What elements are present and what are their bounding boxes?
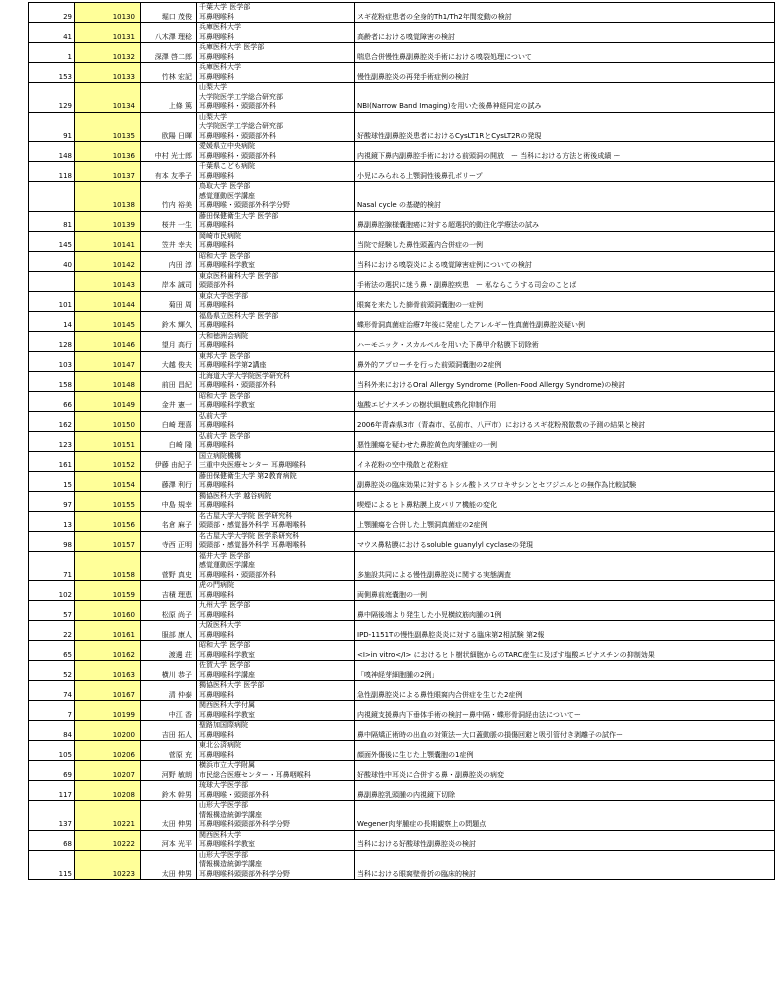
affiliation-cell[interactable]: 兵庫医科大学 耳鼻咽喉科 <box>197 63 355 83</box>
presentation-title-cell[interactable]: 鼻副鼻腔腺様嚢胞癌に対する超選択的動注化学療法の試み <box>355 211 775 231</box>
presentation-title-cell[interactable]: 当科における眼窩壁骨折の臨床的検討 <box>355 850 775 880</box>
presentation-title-cell[interactable]: イネ花粉の空中飛散と花粉症 <box>355 451 775 471</box>
author-name-cell[interactable]: 欧陽 日暉 <box>141 112 197 142</box>
abstract-id-cell[interactable]: 10136 <box>75 142 141 162</box>
table-row <box>29 83 775 113</box>
abstract-id-cell[interactable]: 10160 <box>75 601 141 621</box>
presentation-title-cell[interactable]: 好酸球性中耳炎に合併する鼻・副鼻腔炎の病変 <box>355 761 775 781</box>
abstract-id-cell[interactable]: 10150 <box>75 411 141 431</box>
author-name-cell[interactable]: 藤澤 利行 <box>141 471 197 491</box>
sequence-number-cell[interactable]: 145 <box>29 231 75 251</box>
table-row <box>29 351 775 371</box>
table-row <box>29 331 775 351</box>
affiliation-cell[interactable]: 福島県立医科大学 医学部 耳鼻咽喉科 <box>197 311 355 331</box>
affiliation-cell[interactable]: 山形大学医学部 情報構造統御学講座 耳鼻咽喉科頭頸部外科学分野 <box>197 850 355 880</box>
presentation-title-cell[interactable]: 喘息合併慢性鼻副鼻腔炎手術における嗅裂処理について <box>355 43 775 63</box>
presentation-title-cell[interactable]: 「嗅神経芽細胞腫の2例」 <box>355 661 775 681</box>
table-row <box>29 531 775 551</box>
author-name-cell[interactable]: 大越 俊夫 <box>141 351 197 371</box>
affiliation-cell[interactable]: 獨協医科大学 越谷病院 耳鼻咽喉科 <box>197 491 355 511</box>
abstract-id-cell[interactable]: 10138 <box>75 182 141 212</box>
table-row <box>29 251 775 271</box>
presentation-title-cell[interactable]: Wegener肉芽腫症の長期観察上の問題点 <box>355 801 775 831</box>
author-name-cell[interactable]: 八木澤 理稔 <box>141 23 197 43</box>
sequence-number-cell[interactable]: 137 <box>29 801 75 831</box>
sequence-number-cell[interactable]: 128 <box>29 331 75 351</box>
abstract-id-cell[interactable]: 10137 <box>75 162 141 182</box>
abstract-id-cell[interactable]: 10158 <box>75 551 141 581</box>
table-row <box>29 371 775 391</box>
presentation-title-cell[interactable]: 当科における嗅裂炎による嗅覚障害症例についての検討 <box>355 251 775 271</box>
abstract-id-cell[interactable]: 10134 <box>75 83 141 113</box>
presentation-title-cell[interactable]: 内視鏡下鼻内副鼻腔手術における前頭洞の開放 ー 当科における方法と術後成績 ー <box>355 142 775 162</box>
presentation-title-cell[interactable]: マウス鼻粘膜におけるsoluble guanylyl cyclaseの発現 <box>355 531 775 551</box>
affiliation-cell[interactable]: 山梨大学 大学院医学工学総合研究部 耳鼻咽喉科・頭頸部外科 <box>197 83 355 113</box>
author-name-cell[interactable]: 桜井 一生 <box>141 211 197 231</box>
presentation-title-cell[interactable]: 急性副鼻腔炎による鼻性眼窩内合併症を生じた2症例 <box>355 681 775 701</box>
author-name-cell[interactable]: 寺西 正明 <box>141 531 197 551</box>
author-name-cell[interactable]: 白崎 理喜 <box>141 411 197 431</box>
affiliation-cell[interactable]: 藤田保健衛生大学 第2教育病院 耳鼻咽喉科 <box>197 471 355 491</box>
abstract-id-cell[interactable]: 10142 <box>75 251 141 271</box>
author-name-cell[interactable]: 伊藤 由紀子 <box>141 451 197 471</box>
author-name-cell[interactable]: 鈴木 輝久 <box>141 311 197 331</box>
sequence-number-cell[interactable]: 15 <box>29 471 75 491</box>
author-name-cell[interactable]: 笠井 幸夫 <box>141 231 197 251</box>
sequence-number-cell[interactable]: 14 <box>29 311 75 331</box>
table-row <box>29 411 775 431</box>
table-row <box>29 581 775 601</box>
presentation-title-cell[interactable]: 当院で経験した鼻性頭蓋内合併症の一例 <box>355 231 775 251</box>
table-row <box>29 801 775 831</box>
spreadsheet-body <box>29 3 775 880</box>
table-row <box>29 701 775 721</box>
sequence-number-cell[interactable]: 13 <box>29 511 75 531</box>
author-name-cell[interactable]: 深澤 啓二郎 <box>141 43 197 63</box>
table-row <box>29 162 775 182</box>
presentation-title-cell[interactable]: 高齢者における嗅覚障害の検討 <box>355 23 775 43</box>
presentation-title-cell[interactable]: 喫煙によるヒト鼻粘膜上皮バリア機能の変化 <box>355 491 775 511</box>
presentation-title-cell[interactable]: <I>in vitro</I> におけるヒト樹状細胞からのTARC産生に及ぼす塩酸エピナスチンの抑制効果 <box>355 641 775 661</box>
affiliation-cell[interactable]: 東京医科歯科大学 医学部 頭頸部外科 <box>197 271 355 291</box>
sequence-number-cell[interactable]: 117 <box>29 781 75 801</box>
sequence-number-cell[interactable]: 68 <box>29 830 75 850</box>
sequence-number-cell[interactable]: 71 <box>29 551 75 581</box>
affiliation-cell[interactable]: 琉球大学医学部 耳鼻咽喉・頭頸部外科 <box>197 781 355 801</box>
abstract-id-cell[interactable]: 10159 <box>75 581 141 601</box>
sequence-number-cell[interactable] <box>29 182 75 212</box>
sequence-number-cell[interactable]: 65 <box>29 641 75 661</box>
affiliation-cell[interactable]: 岡崎市民病院 耳鼻咽喉科 <box>197 231 355 251</box>
affiliation-cell[interactable]: 山形大学医学部 情報構造統御学講座 耳鼻咽喉科頭頸部外科学分野 <box>197 801 355 831</box>
table-row <box>29 451 775 471</box>
abstract-id-cell[interactable]: 10163 <box>75 661 141 681</box>
affiliation-cell[interactable]: 昭和大学 医学部 耳鼻咽喉科学教室 <box>197 391 355 411</box>
presentation-title-cell[interactable]: 手術法の選択に迷う鼻・副鼻腔疾患 ー 私ならこうする司会のことば <box>355 271 775 291</box>
abstract-id-cell[interactable]: 10151 <box>75 431 141 451</box>
affiliation-cell[interactable]: 兵庫医科大学 医学部 耳鼻咽喉科 <box>197 43 355 63</box>
author-name-cell[interactable]: 服部 康人 <box>141 621 197 641</box>
affiliation-cell[interactable]: 兵庫医科大学 耳鼻咽喉科 <box>197 23 355 43</box>
presentation-title-cell[interactable]: 当科外来におけるOral Allergy Syndrome (Pollen-Food Allergy Syndrome)の検討 <box>355 371 775 391</box>
presentation-title-cell[interactable]: 蝶形骨洞真菌症治療7年後に発症したアレルギー性真菌性副鼻腔炎疑い例 <box>355 311 775 331</box>
abstract-id-cell[interactable]: 10133 <box>75 63 141 83</box>
affiliation-cell[interactable]: 北海道大学大学院医学研究科 耳鼻咽喉科・頭頸部外科 <box>197 371 355 391</box>
affiliation-cell[interactable]: 東京大学医学部 耳鼻咽喉科 <box>197 291 355 311</box>
abstract-id-cell[interactable]: 10146 <box>75 331 141 351</box>
author-name-cell[interactable]: 上條 篤 <box>141 83 197 113</box>
presentation-title-cell[interactable]: スギ花粉症患者の全身的Th1/Th2年間変動の検討 <box>355 3 775 23</box>
affiliation-cell[interactable]: 藤田保健衛生大学 医学部 耳鼻咽喉科 <box>197 211 355 231</box>
abstract-id-cell[interactable]: 10144 <box>75 291 141 311</box>
abstract-id-cell[interactable]: 10154 <box>75 471 141 491</box>
abstract-id-cell[interactable]: 10141 <box>75 231 141 251</box>
sequence-number-cell[interactable]: 98 <box>29 531 75 551</box>
abstract-id-cell[interactable]: 10156 <box>75 511 141 531</box>
affiliation-cell[interactable]: 山梨大学 大学院医学工学総合研究部 耳鼻咽喉科・頭頸部外科 <box>197 112 355 142</box>
table-row <box>29 271 775 291</box>
presentation-title-cell[interactable]: 両側鼻前庭嚢胞の一例 <box>355 581 775 601</box>
abstract-id-cell[interactable]: 10147 <box>75 351 141 371</box>
affiliation-cell[interactable]: 千葉大学 医学部 耳鼻咽喉科 <box>197 3 355 23</box>
author-name-cell[interactable]: 太田 伸男 <box>141 801 197 831</box>
presentation-title-cell[interactable]: IPD-1151Tの慢性副鼻腔炎炎に対する臨床第2相試験 第2報 <box>355 621 775 641</box>
author-name-cell[interactable]: 吉積 理恵 <box>141 581 197 601</box>
sequence-number-cell[interactable] <box>29 271 75 291</box>
author-name-cell[interactable]: 鈴木 幹男 <box>141 781 197 801</box>
sequence-number-cell[interactable]: 52 <box>29 661 75 681</box>
sequence-number-cell[interactable]: 123 <box>29 431 75 451</box>
abstract-id-cell[interactable]: 10223 <box>75 850 141 880</box>
table-row <box>29 142 775 162</box>
table-row <box>29 43 775 63</box>
sequence-number-cell[interactable]: 129 <box>29 83 75 113</box>
sequence-number-cell[interactable]: 74 <box>29 681 75 701</box>
author-name-cell[interactable]: 白崎 隆 <box>141 431 197 451</box>
author-name-cell[interactable]: 横川 恭子 <box>141 661 197 681</box>
abstract-id-cell[interactable]: 10167 <box>75 681 141 701</box>
table-row <box>29 211 775 231</box>
sequence-number-cell[interactable]: 57 <box>29 601 75 621</box>
table-row <box>29 311 775 331</box>
author-name-cell[interactable]: 中村 光士郎 <box>141 142 197 162</box>
affiliation-cell[interactable]: 弘前大学 医学部 耳鼻咽喉科 <box>197 431 355 451</box>
sequence-number-cell[interactable]: 118 <box>29 162 75 182</box>
affiliation-cell[interactable]: 関西医科大学付属 耳鼻咽喉科学教室 <box>197 701 355 721</box>
sequence-number-cell[interactable]: 161 <box>29 451 75 471</box>
table-row <box>29 741 775 761</box>
presentation-title-cell[interactable]: 2006年青森県3市（青森市、弘前市、八戸市）におけるスギ花粉飛散数の予測の結果と検討 <box>355 411 775 431</box>
affiliation-cell[interactable]: 愛媛県立中央病院 耳鼻咽喉科・頭頸部外科 <box>197 142 355 162</box>
affiliation-cell[interactable]: 弘前大学 耳鼻咽喉科 <box>197 411 355 431</box>
table-row <box>29 511 775 531</box>
sequence-number-cell[interactable]: 81 <box>29 211 75 231</box>
table-row <box>29 621 775 641</box>
sequence-number-cell[interactable]: 7 <box>29 701 75 721</box>
author-name-cell[interactable]: 堀口 茂俊 <box>141 3 197 23</box>
table-row <box>29 830 775 850</box>
table-row <box>29 431 775 451</box>
author-name-cell[interactable]: 望月 高行 <box>141 331 197 351</box>
presentation-title-cell[interactable]: 鼻中隔矯正術時の出血の対策法ー大口蓋動脈の損傷回避と吸引管付き剥離子の試作ー <box>355 721 775 741</box>
author-name-cell[interactable]: 河本 光平 <box>141 830 197 850</box>
spreadsheet-table <box>28 2 775 880</box>
presentation-title-cell[interactable]: 顔面外傷後に生じた上顎嚢胞の1症例 <box>355 741 775 761</box>
sequence-number-cell[interactable]: 97 <box>29 491 75 511</box>
author-name-cell[interactable]: 有本 友季子 <box>141 162 197 182</box>
table-row <box>29 641 775 661</box>
presentation-title-cell[interactable]: 好酸球性副鼻腔炎患者におけるCysLT1RとCysLT2Rの発現 <box>355 112 775 142</box>
table-row <box>29 3 775 23</box>
sequence-number-cell[interactable]: 91 <box>29 112 75 142</box>
sequence-number-cell[interactable]: 102 <box>29 581 75 601</box>
author-name-cell[interactable]: 金井 憲一 <box>141 391 197 411</box>
sequence-number-cell[interactable]: 153 <box>29 63 75 83</box>
affiliation-cell[interactable]: 関西医科大学 耳鼻咽喉科学教室 <box>197 830 355 850</box>
table-row <box>29 63 775 83</box>
author-name-cell[interactable]: 中江 香 <box>141 701 197 721</box>
table-row <box>29 291 775 311</box>
author-name-cell[interactable]: 清 仲泰 <box>141 681 197 701</box>
affiliation-cell[interactable]: 国立病院機構 三重中央医療センター 耳鼻咽喉科 <box>197 451 355 471</box>
table-row <box>29 850 775 880</box>
presentation-title-cell[interactable]: 鼻副鼻腔乳頭腫の内視鏡下切除 <box>355 781 775 801</box>
affiliation-cell[interactable]: 東北公済病院 耳鼻咽喉科 <box>197 741 355 761</box>
author-name-cell[interactable]: 松原 尚子 <box>141 601 197 621</box>
sequence-number-cell[interactable]: 66 <box>29 391 75 411</box>
presentation-title-cell[interactable]: 鼻外的アプローチを行った前頭洞嚢胞の2症例 <box>355 351 775 371</box>
affiliation-cell[interactable]: 大和徳洲会病院 耳鼻咽喉科 <box>197 331 355 351</box>
author-name-cell[interactable]: 名倉 麻子 <box>141 511 197 531</box>
abstract-id-cell[interactable]: 10206 <box>75 741 141 761</box>
table-row <box>29 471 775 491</box>
affiliation-cell[interactable]: 虎の門病院 耳鼻咽喉科 <box>197 581 355 601</box>
affiliation-cell[interactable]: 名古屋大学大学院 医学系研究科 頭頸部・感覚器外科学 耳鼻咽喉科 <box>197 531 355 551</box>
abstract-id-cell[interactable]: 10130 <box>75 3 141 23</box>
presentation-title-cell[interactable]: 上顎腫瘍を合併した上顎洞真菌症の2症例 <box>355 511 775 531</box>
presentation-title-cell[interactable]: NBI(Narrow Band Imaging)を用いた後鼻神経同定の試み <box>355 83 775 113</box>
sequence-number-cell[interactable]: 22 <box>29 621 75 641</box>
sequence-number-cell[interactable]: 1 <box>29 43 75 63</box>
sequence-number-cell[interactable]: 148 <box>29 142 75 162</box>
table-row <box>29 661 775 681</box>
author-name-cell[interactable]: 菅原 充 <box>141 741 197 761</box>
sequence-number-cell[interactable]: 115 <box>29 850 75 880</box>
abstract-id-cell[interactable]: 10200 <box>75 721 141 741</box>
table-row <box>29 491 775 511</box>
presentation-title-cell[interactable]: 悪性腫瘍を疑わせた鼻腔黄色肉芽腫症の一例 <box>355 431 775 451</box>
sequence-number-cell[interactable]: 103 <box>29 351 75 371</box>
sequence-number-cell[interactable]: 84 <box>29 721 75 741</box>
sequence-number-cell[interactable]: 41 <box>29 23 75 43</box>
table-row <box>29 721 775 741</box>
presentation-title-cell[interactable]: 副鼻腔炎の臨床効果に対するトシル酸トスフロキサシンとセフジニルとの無作為比較試験 <box>355 471 775 491</box>
author-name-cell[interactable]: 菅野 真史 <box>141 551 197 581</box>
abstract-id-cell[interactable]: 10145 <box>75 311 141 331</box>
author-name-cell[interactable]: 竹内 裕美 <box>141 182 197 212</box>
sequence-number-cell[interactable]: 158 <box>29 371 75 391</box>
author-name-cell[interactable]: 菊田 周 <box>141 291 197 311</box>
abstract-id-cell[interactable]: 10143 <box>75 271 141 291</box>
table-row <box>29 551 775 581</box>
author-name-cell[interactable]: 渡邊 荘 <box>141 641 197 661</box>
author-name-cell[interactable]: 河野 敏朗 <box>141 761 197 781</box>
affiliation-cell[interactable]: 大阪医科大学 耳鼻咽喉科 <box>197 621 355 641</box>
author-name-cell[interactable]: 吉田 拓人 <box>141 721 197 741</box>
sequence-number-cell[interactable]: 69 <box>29 761 75 781</box>
abstract-id-cell[interactable]: 10161 <box>75 621 141 641</box>
sequence-number-cell[interactable]: 105 <box>29 741 75 761</box>
affiliation-cell[interactable]: 千葉県こども病院 耳鼻咽喉科 <box>197 162 355 182</box>
abstract-id-cell[interactable]: 10199 <box>75 701 141 721</box>
table-row <box>29 23 775 43</box>
author-name-cell[interactable]: 竹林 宏記 <box>141 63 197 83</box>
sequence-number-cell[interactable]: 162 <box>29 411 75 431</box>
affiliation-cell[interactable]: 九州大学 医学部 耳鼻咽喉科 <box>197 601 355 621</box>
presentation-title-cell[interactable]: 当科における好酸球性副鼻腔炎の検討 <box>355 830 775 850</box>
table-row <box>29 231 775 251</box>
sequence-number-cell[interactable]: 101 <box>29 291 75 311</box>
presentation-title-cell[interactable]: 鼻中隔後端より発生した小児横紋筋肉腫の1例 <box>355 601 775 621</box>
abstract-id-cell[interactable]: 10208 <box>75 781 141 801</box>
affiliation-cell[interactable]: 聖路加国際病院 耳鼻咽喉科 <box>197 721 355 741</box>
presentation-title-cell[interactable]: ハーモニック・スカルペルを用いた下鼻甲介粘膜下切除術 <box>355 331 775 351</box>
table-row <box>29 112 775 142</box>
affiliation-cell[interactable]: 鳥取大学 医学部 感覚運動医学講座 耳鼻咽喉・頭頸部外科学分野 <box>197 182 355 212</box>
affiliation-cell[interactable]: 横浜市立大学附属 市民総合医療センター・耳鼻咽喉科 <box>197 761 355 781</box>
affiliation-cell[interactable]: 獨協医科大学 医学部 耳鼻咽喉科 <box>197 681 355 701</box>
table-row <box>29 391 775 411</box>
table-row <box>29 781 775 801</box>
author-name-cell[interactable]: 太田 伸男 <box>141 850 197 880</box>
abstract-id-cell[interactable]: 10135 <box>75 112 141 142</box>
affiliation-cell[interactable]: 東邦大学 医学部 耳鼻咽喉科学第2講座 <box>197 351 355 371</box>
affiliation-cell[interactable]: 佐賀大学 医学部 耳鼻咽喉科学講座 <box>197 661 355 681</box>
abstract-id-cell[interactable]: 10132 <box>75 43 141 63</box>
abstract-id-cell[interactable]: 10162 <box>75 641 141 661</box>
presentation-title-cell[interactable]: 眼窩を来たした篩骨前頭洞嚢胞の一症例 <box>355 291 775 311</box>
author-name-cell[interactable]: 内田 淳 <box>141 251 197 271</box>
presentation-title-cell[interactable]: Nasal cycle の基礎的検討 <box>355 182 775 212</box>
author-name-cell[interactable]: 前田 昌紀 <box>141 371 197 391</box>
abstract-id-cell[interactable]: 10221 <box>75 801 141 831</box>
abstract-id-cell[interactable]: 10155 <box>75 491 141 511</box>
affiliation-cell[interactable]: 福井大学 医学部 感覚運動医学講座 耳鼻咽喉科・頭頸部外科 <box>197 551 355 581</box>
table-row <box>29 761 775 781</box>
presentation-title-cell[interactable]: 塩酸エピナスチンの樹状細胞成熟化抑制作用 <box>355 391 775 411</box>
abstract-id-cell[interactable]: 10157 <box>75 531 141 551</box>
sequence-number-cell[interactable]: 40 <box>29 251 75 271</box>
presentation-title-cell[interactable]: 内視鏡支援鼻内下垂体手術の検討ー鼻中隔・蝶形骨洞経由法についてー <box>355 701 775 721</box>
author-name-cell[interactable]: 岸本 誠司 <box>141 271 197 291</box>
affiliation-cell[interactable]: 名古屋大学大学院 医学研究科 頭頸部・感覚器外科学 耳鼻咽喉科 <box>197 511 355 531</box>
affiliation-cell[interactable]: 昭和大学 医学部 耳鼻咽喉科学教室 <box>197 251 355 271</box>
table-row <box>29 601 775 621</box>
sequence-number-cell[interactable]: 29 <box>29 3 75 23</box>
presentation-title-cell[interactable]: 小児にみられる上顎洞性後鼻孔ポリープ <box>355 162 775 182</box>
presentation-title-cell[interactable]: 多施設共同による慢性副鼻腔炎に関する実態調査 <box>355 551 775 581</box>
presentation-title-cell[interactable]: 慢性副鼻腔炎の再発手術症例の検討 <box>355 63 775 83</box>
abstract-id-cell[interactable]: 10148 <box>75 371 141 391</box>
table-row <box>29 681 775 701</box>
abstract-id-cell[interactable]: 10149 <box>75 391 141 411</box>
abstract-id-cell[interactable]: 10207 <box>75 761 141 781</box>
abstract-id-cell[interactable]: 10222 <box>75 830 141 850</box>
abstract-id-cell[interactable]: 10131 <box>75 23 141 43</box>
table-row <box>29 182 775 212</box>
abstract-id-cell[interactable]: 10152 <box>75 451 141 471</box>
affiliation-cell[interactable]: 昭和大学 医学部 耳鼻咽喉科学教室 <box>197 641 355 661</box>
author-name-cell[interactable]: 中島 規幸 <box>141 491 197 511</box>
abstract-id-cell[interactable]: 10139 <box>75 211 141 231</box>
